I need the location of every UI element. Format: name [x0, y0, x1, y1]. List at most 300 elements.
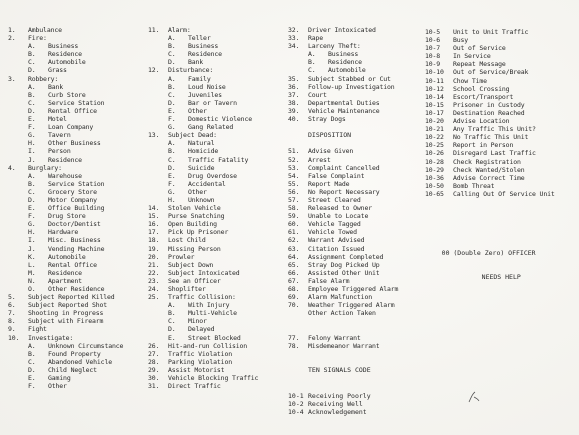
code-entry [425, 36, 555, 44]
code-entry [8, 91, 123, 99]
entry-text: Out of Service [453, 44, 506, 53]
entry-text: Other [188, 187, 207, 196]
ten-signal-code: 10-4 [288, 408, 304, 417]
code-entry [148, 382, 258, 390]
entry-text: Abandoned Vehicle [48, 357, 112, 366]
entry-text: Repeat Message [453, 60, 506, 69]
code-entry [288, 34, 398, 42]
entry-text: Missing Person [168, 244, 221, 253]
code-entry [148, 58, 258, 66]
code-entry [148, 66, 258, 74]
entry-number: 2. [8, 34, 16, 43]
entry-text: Burglary: [28, 163, 62, 172]
entry-text: Unit to Unit Traffic [453, 28, 529, 36]
code-entry [148, 156, 258, 164]
code-entry [148, 42, 258, 50]
entry-text: Automobile [328, 66, 366, 75]
code-entry [8, 107, 123, 115]
entry-text: Child Neglect [48, 365, 97, 374]
entry-number: 10-15 [425, 100, 444, 109]
code-entry [425, 174, 555, 182]
entry-number: 10-10 [425, 68, 444, 77]
entry-number: 19. [148, 244, 160, 253]
entry-number: 10-36 [425, 173, 444, 182]
code-entry [8, 156, 123, 164]
entry-number: 4. [8, 163, 16, 172]
entry-text: Grocery Store [48, 187, 97, 196]
entry-text: Misc. Business [48, 236, 101, 245]
code-entry [8, 83, 123, 91]
entry-text: Subject Stabbed or Cut [308, 74, 391, 83]
entry-letter: F. [168, 179, 176, 188]
entry-text: Vehicle Towed [308, 228, 357, 237]
entry-text: Destination Reached [453, 108, 525, 117]
entry-number: 10-29 [425, 165, 444, 174]
entry-text: Loan Company [48, 123, 94, 132]
code-entry [8, 196, 123, 204]
entry-text: Arrest [308, 155, 331, 164]
entry-text: Suicide [188, 163, 215, 172]
entry-number: 10-25 [425, 141, 444, 150]
code-entry [288, 236, 398, 244]
entry-letter: F. [28, 212, 36, 221]
entry-text: Advise Given [308, 147, 354, 156]
entry-number: 27. [148, 349, 160, 358]
entry-text: Released to Owner [308, 204, 372, 213]
entry-text: Drug Store [48, 212, 86, 221]
code-entry [288, 83, 398, 91]
code-entry [148, 196, 258, 204]
entry-text: Driver Intoxicated [308, 26, 376, 34]
entry-text: Business [328, 50, 359, 59]
code-entry [8, 220, 123, 228]
entry-number: 12. [148, 66, 160, 75]
code-entry [288, 358, 398, 366]
entry-number: 65. [288, 260, 300, 269]
entry-text: Automobile [48, 252, 86, 261]
entry-number: 35. [288, 74, 300, 83]
entry-number: 10-5 [425, 28, 441, 36]
code-entry [8, 26, 123, 34]
entry-number: 10-12 [425, 84, 444, 93]
code-entry [148, 301, 258, 309]
code-entry [8, 147, 123, 155]
entry-text: Gang Related [188, 123, 234, 132]
special-signal-line1: 00 (Double Zero) OFFICER [441, 249, 536, 258]
entry-text: Service Station [48, 179, 105, 188]
entry-number: 26. [148, 341, 160, 350]
entry-text: Lost Child [168, 236, 206, 245]
entry-text: Natural [188, 139, 215, 148]
entry-number: 6. [8, 301, 16, 310]
code-entry [148, 325, 258, 333]
entry-text: Vehicle Tagged [308, 220, 361, 229]
entry-letter: A. [168, 301, 176, 310]
entry-letter: C. [28, 98, 36, 107]
entry-text: Larceny Theft: [308, 42, 361, 51]
entry-letter: F. [28, 123, 36, 132]
entry-letter: N. [28, 276, 36, 285]
entry-number: 16. [148, 220, 160, 229]
entry-number: 10-20 [425, 117, 444, 126]
entry-letter: E. [168, 106, 176, 115]
entry-number: 10-21 [425, 125, 444, 134]
entry-number: 57. [288, 195, 300, 204]
entry-text: Weather Triggered Alarm [308, 301, 395, 310]
entry-text: Warehouse [48, 171, 82, 180]
code-entry [8, 317, 123, 325]
entry-text: Employee Triggered Alarm [308, 285, 399, 293]
entry-letter: C. [168, 90, 176, 99]
entry-text: Domestic Violence [188, 115, 252, 124]
entry-text: Stolen Vehicle [168, 204, 221, 213]
heading-text: TEN SIGNALS CODE [308, 365, 371, 374]
code-entry [288, 204, 398, 212]
entry-text: Traffic Fatality [188, 155, 249, 164]
entry-letter: D. [168, 98, 176, 107]
code-entry [425, 101, 555, 109]
entry-letter: J. [28, 244, 36, 253]
code-entry [148, 317, 258, 325]
code-entry [8, 212, 123, 220]
entry-number: 31. [148, 382, 160, 391]
code-entry [148, 131, 258, 139]
code-entry [8, 382, 123, 390]
entry-number: 78. [288, 341, 300, 350]
special-signal-line2: NEEDS HELP [481, 273, 521, 282]
code-entry [425, 158, 555, 166]
entry-text: Family [188, 74, 211, 83]
code-entry [8, 301, 123, 309]
ten-signal-entry [288, 400, 371, 408]
code-entry [288, 334, 398, 342]
code-entry [288, 42, 398, 50]
entry-text: Fire: [28, 34, 47, 43]
entry-letter: A. [28, 42, 36, 51]
code-entry [148, 180, 258, 188]
entry-text: Hit-and-run Collision [168, 341, 248, 350]
entry-text: Follow-up Investigation [308, 82, 395, 91]
entry-text: Rental Office [48, 260, 97, 269]
code-entry [288, 253, 398, 261]
code-entry [425, 166, 555, 174]
entry-text: Disregard Last Traffic [453, 149, 536, 158]
entry-letter: M. [28, 268, 36, 277]
entry-text: Drug Overdose [188, 171, 237, 180]
entry-number: 39. [288, 106, 300, 115]
code-entry [148, 147, 258, 155]
code-entry [288, 196, 398, 204]
code-entry [8, 34, 123, 42]
code-entry [288, 58, 398, 66]
entry-number: 67. [288, 276, 300, 285]
entry-text: Shoplifter [168, 285, 206, 293]
entry-text: Assisted Other Unit [308, 268, 380, 277]
entry-text: Unknown [188, 195, 215, 204]
code-entry [288, 164, 398, 172]
entry-number: 70. [288, 301, 300, 310]
entry-text: Vending Machine [48, 244, 105, 253]
code-entry [8, 277, 123, 285]
entry-text: Grass [48, 66, 67, 75]
entry-text: Found Property [48, 349, 101, 358]
code-entry [425, 190, 555, 198]
entry-text: Busy [453, 36, 469, 45]
entry-letter: D. [168, 58, 176, 67]
code-entry [8, 123, 123, 131]
entry-text: Traffic Collision: [168, 293, 236, 302]
entry-number: 66. [288, 268, 300, 277]
code-entry [288, 277, 398, 285]
entry-letter: A. [308, 50, 316, 59]
code-entry [8, 228, 123, 236]
special-signal [426, 241, 536, 290]
code-entry [8, 164, 123, 172]
code-entry [148, 253, 258, 261]
code-entry [148, 107, 258, 115]
entry-text: Advise Location [453, 117, 510, 126]
code-entry [148, 164, 258, 172]
code-entry [148, 204, 258, 212]
entry-text: No Report Necessary [308, 187, 380, 196]
entry-text: Unable to Locate [308, 212, 369, 221]
entry-number: 7. [8, 309, 16, 318]
code-entry [8, 42, 123, 50]
code-entry [8, 253, 123, 261]
entry-number: 77. [288, 333, 300, 342]
code-entry [148, 50, 258, 58]
code-entry [8, 358, 123, 366]
code-entry [8, 172, 123, 180]
code-entry [8, 342, 123, 350]
section-heading [288, 366, 398, 374]
code-entry [425, 117, 555, 125]
entry-text: Street Blocked [188, 333, 241, 342]
entry-letter: G. [28, 131, 36, 140]
entry-text: Complaint Cancelled [308, 163, 380, 172]
code-entry [425, 133, 555, 141]
entry-letter: D. [168, 325, 176, 334]
entry-letter: E. [168, 171, 176, 180]
entry-text: Citation Issued [308, 244, 365, 253]
code-entry [425, 52, 555, 60]
entry-number: 52. [288, 155, 300, 164]
entry-letter: O. [28, 285, 36, 293]
ten-signal-text: Receiving Poorly [308, 392, 371, 400]
entry-number: 29. [148, 365, 160, 374]
entry-number: 10-6 [425, 36, 441, 45]
entry-letter: A. [168, 74, 176, 83]
entry-text: Open Building [168, 220, 217, 229]
code-entry [288, 309, 398, 317]
entry-letter: F. [168, 115, 176, 124]
code-entry [288, 156, 398, 164]
entry-number: 3. [8, 74, 16, 83]
code-entry [288, 139, 398, 147]
entry-letter: B. [168, 82, 176, 91]
entry-text: Direct Traffic [168, 382, 221, 391]
code-entry [425, 125, 555, 133]
code-entry [425, 44, 555, 52]
entry-text: Escort/Transport [453, 92, 514, 101]
code-entry [288, 261, 398, 269]
code-entry [425, 68, 555, 76]
entry-text: Warrant Advised [308, 236, 365, 245]
entry-number: 10-50 [425, 181, 444, 190]
entry-text: Subject Reported Killed [28, 293, 115, 302]
entry-number: 62. [288, 236, 300, 245]
entry-text: Business [188, 42, 219, 51]
code-entry [148, 91, 258, 99]
entry-number: 21. [148, 260, 160, 269]
code-entry [148, 293, 258, 301]
code-entry [148, 99, 258, 107]
entry-text: Motor Company [48, 195, 97, 204]
entry-text: Subject with Firearm [28, 317, 104, 326]
entry-number: 68. [288, 285, 300, 293]
column-1 [8, 26, 123, 390]
entry-letter: I. [28, 147, 36, 156]
code-entry [8, 334, 123, 342]
entry-text: Tavern [48, 131, 71, 140]
code-entry [288, 91, 398, 99]
entry-letter: K. [28, 252, 36, 261]
entry-number: 17. [148, 228, 160, 237]
entry-letter: B. [168, 147, 176, 156]
code-entry [288, 325, 398, 333]
entry-letter: C. [168, 155, 176, 164]
code-entry [8, 374, 123, 382]
entry-text: Traffic Violation [168, 349, 232, 358]
code-entry [288, 147, 398, 155]
entry-number: 10-28 [425, 157, 444, 166]
code-entry [8, 66, 123, 74]
entry-text: Misdemeanor Warrant [308, 341, 380, 350]
entry-text: Stray Dog Picked Up [308, 260, 380, 269]
entry-text: Stray Dogs [308, 115, 346, 124]
section-heading [288, 131, 398, 139]
entry-number: 40. [288, 115, 300, 124]
entry-text: With Injury [188, 301, 230, 310]
entry-text: Felony Warrant [308, 333, 361, 342]
entry-text: Doctor/Dentist [48, 220, 101, 229]
entry-text: Residence [48, 155, 82, 164]
entry-letter: C. [168, 50, 176, 59]
code-entry [8, 261, 123, 269]
entry-text: Other Action Taken [308, 309, 376, 318]
entry-text: Minor [188, 317, 207, 326]
entry-number: 34. [288, 42, 300, 51]
entry-text: Rental Office [48, 106, 97, 115]
code-entry [148, 245, 258, 253]
entry-number: 51. [288, 147, 300, 156]
code-entry [8, 50, 123, 58]
entry-text: False Complaint [308, 171, 365, 180]
entry-letter: C. [168, 317, 176, 326]
entry-text: Investigate: [28, 333, 74, 342]
entry-number: 10-26 [425, 149, 444, 158]
code-entry [288, 212, 398, 220]
entry-text: Teller [188, 34, 211, 43]
code-entry [8, 139, 123, 147]
entry-number: 14. [148, 204, 160, 213]
entry-number: 25. [148, 293, 160, 302]
entry-text: Homicide [188, 147, 219, 156]
entry-number: 22. [148, 268, 160, 277]
entry-text: Subject Intoxicated [168, 268, 240, 277]
code-entry [8, 180, 123, 188]
entry-text: Robbery: [28, 74, 59, 83]
entry-letter: H. [168, 195, 176, 204]
entry-number: 18. [148, 236, 160, 245]
entry-text: Ambulance [28, 26, 62, 34]
entry-text: Curb Store [48, 90, 86, 99]
entry-text: Automobile [48, 58, 86, 67]
entry-text: False Alarm [308, 276, 350, 285]
code-entry [148, 269, 258, 277]
entry-text: Residence [48, 268, 82, 277]
entry-text: Residence [188, 50, 222, 59]
entry-letter: C. [28, 357, 36, 366]
code-entry [288, 317, 398, 325]
entry-text: Accidental [188, 179, 226, 188]
entry-text: Street Cleared [308, 195, 361, 204]
code-entry [288, 180, 398, 188]
entry-letter: B. [168, 309, 176, 318]
entry-text: Bomb Threat [453, 181, 495, 190]
ten-signal-text: Receiving Well [308, 400, 363, 409]
code-entry [288, 107, 398, 115]
entry-letter: D. [28, 106, 36, 115]
code-entry [8, 366, 123, 374]
entry-text: Subject Dead: [168, 131, 217, 140]
entry-text: Other Residence [48, 285, 105, 293]
entry-text: Advise Correct Time [453, 173, 525, 182]
code-entry [8, 99, 123, 107]
code-entry [8, 245, 123, 253]
entry-text: Calling Out Of Service Unit [453, 189, 555, 198]
column-ten-codes [425, 28, 555, 198]
code-entry [148, 350, 258, 358]
code-entry [425, 77, 555, 85]
entry-text: Motel [48, 115, 67, 124]
entry-letter: L. [28, 260, 36, 269]
entry-text: Prowler [168, 252, 195, 261]
entry-letter: D. [28, 195, 36, 204]
entry-text: Shooting in Progress [28, 309, 104, 318]
entry-number: 5. [8, 293, 16, 302]
code-entry [148, 139, 258, 147]
entry-number: 36. [288, 82, 300, 91]
code-entry [288, 301, 398, 309]
code-entry [148, 123, 258, 131]
entry-text: Loud Noise [188, 82, 226, 91]
entry-number: 32. [288, 26, 300, 34]
code-entry [288, 245, 398, 253]
code-entry [148, 115, 258, 123]
entry-letter: C. [28, 58, 36, 67]
code-entry [425, 28, 555, 36]
entry-text: Pick Up Prisoner [168, 228, 229, 237]
entry-number: 60. [288, 220, 300, 229]
code-entry [8, 325, 123, 333]
code-entry [425, 182, 555, 190]
entry-number: 10-8 [425, 52, 441, 61]
code-entry [425, 149, 555, 157]
code-entry [425, 60, 555, 68]
entry-number: 38. [288, 98, 300, 107]
entry-number: 64. [288, 252, 300, 261]
